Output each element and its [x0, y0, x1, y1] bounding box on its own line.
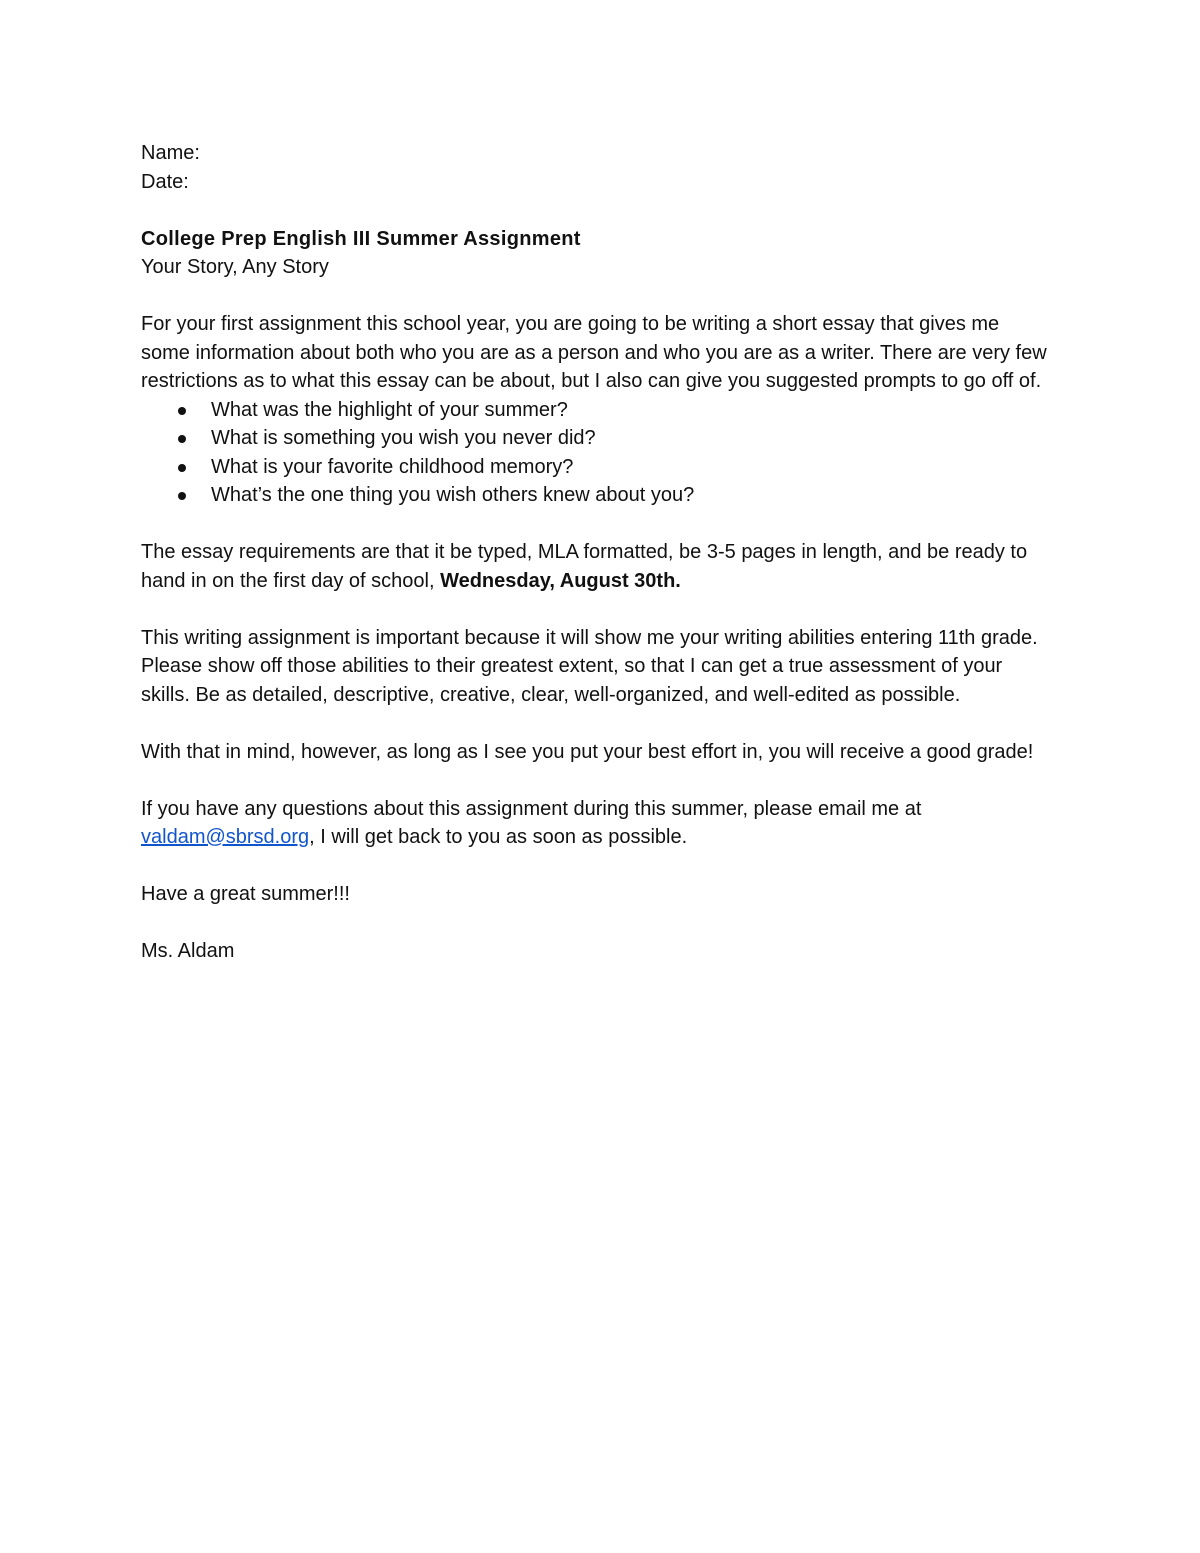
effort-paragraph: With that in mind, however, as long as I see you put your best effort in, you will receive a good grade!	[141, 740, 1034, 763]
contact-paragraph	[141, 795, 1051, 852]
date-label: Date:	[141, 170, 189, 193]
list-item	[211, 396, 1051, 425]
bullet-icon	[178, 464, 186, 472]
prompt-text: What is something you wish you never did?	[211, 427, 596, 449]
prompt-text: What is your favorite childhood memory?	[211, 455, 574, 478]
assignment-title: College Prep English III Summer Assignment	[141, 227, 581, 250]
contact-text-before: If you have any questions about this assignment during this summer, please email me at	[141, 797, 922, 820]
list-item	[211, 481, 1051, 510]
assignment-subtitle: Your Story, Any Story	[141, 256, 329, 278]
requirements-paragraph	[141, 538, 1051, 595]
signature: Ms. Aldam	[141, 940, 235, 962]
intro-paragraph: For your first assignment this school year, you are going to be writing a short essay that gives me some information about both who you are as a person and who you are as a writer. There are very few restrictions as to what this essay can be about, but I also can give you suggested prompts to go off of.	[141, 313, 1047, 392]
document-page	[141, 139, 1051, 966]
closing-line: Have a great summer!!!	[141, 883, 350, 905]
bullet-icon	[178, 435, 186, 443]
bullet-icon	[178, 492, 186, 500]
prompt-text: What was the highlight of your summer?	[211, 398, 568, 421]
email-link[interactable]: valdam@sbrsd.org	[141, 826, 310, 848]
requirements-text: The essay requirements are that it be typed, MLA formatted, be 3-5 pages in length, and be ready to hand in on the first day of school,	[141, 541, 1028, 592]
prompt-text: What’s the one thing you wish others knew about you?	[211, 484, 695, 506]
importance-paragraph: This writing assignment is important because it will show me your writing abilities entering 11th grade. Please show off those abilities to their greatest extent, so that I can get a true assessment of your skills. Be as detailed, descriptive, creative, clear, well-organized, and well-edited as possible.	[141, 626, 1038, 706]
prompt-list	[141, 396, 1051, 510]
name-label: Name:	[141, 142, 200, 164]
contact-text-after: , I will get back to you as soon as possible.	[309, 826, 688, 848]
list-item	[211, 453, 1051, 482]
due-date: Wednesday, August 30th.	[440, 569, 681, 592]
bullet-icon	[178, 407, 186, 415]
list-item	[211, 424, 1051, 453]
